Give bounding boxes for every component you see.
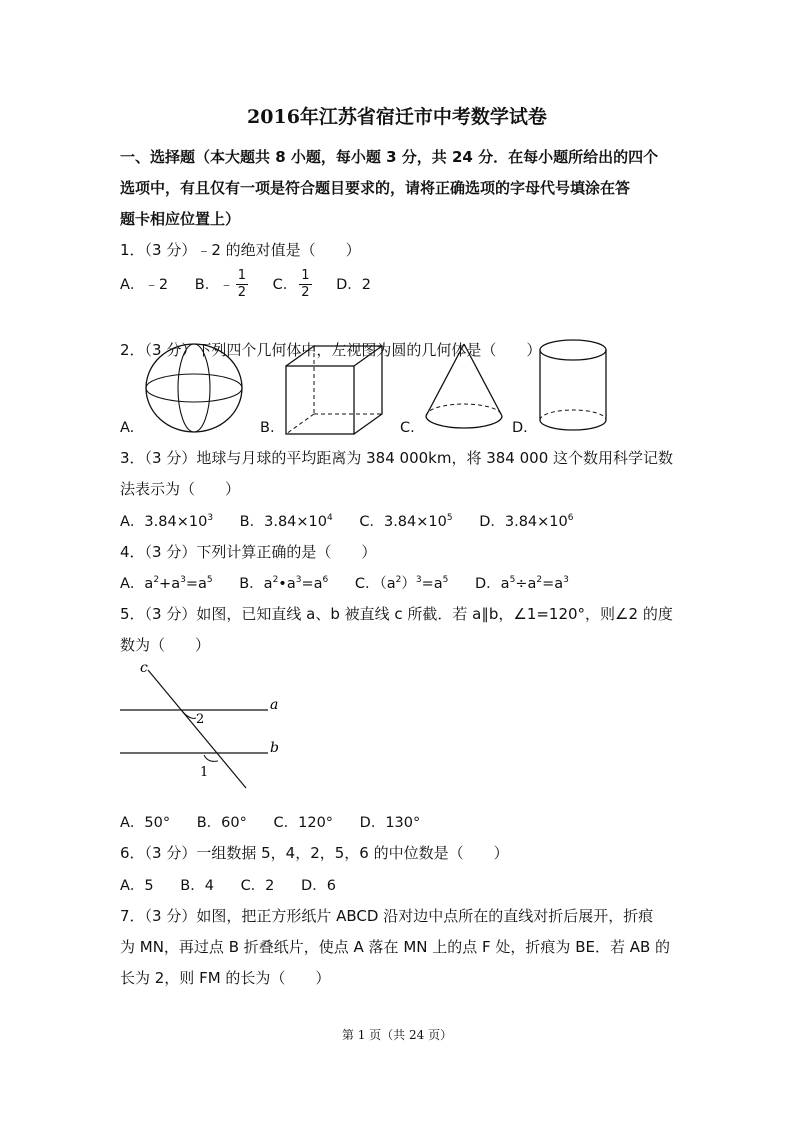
q4-d-part: =a: [542, 576, 564, 592]
q4-c-exp: 2: [395, 575, 402, 585]
q4-d-exp: 2: [536, 575, 543, 585]
q4-b-exp: 6: [322, 575, 329, 585]
q6-stem: 6．（3 分）一组数据 5，4，2，5，6 的中位数是（ ）: [120, 844, 509, 862]
cone-icon: [424, 342, 504, 434]
q3-option-b-exp: 4: [327, 513, 333, 523]
q2-stem: 2．（3 分）下列四个几何体中，左视图为圆的几何体是（ ）: [120, 341, 542, 359]
q4-stem: 4．（3 分）下列计算正确的是（ ）: [120, 543, 377, 561]
fig-label-c: c: [140, 660, 148, 676]
q4-option-c: [355, 576, 449, 592]
q4-a-part: =a: [185, 576, 207, 592]
q5-stem-line-2: 数为（ ）: [120, 636, 211, 654]
q6-options: [120, 874, 336, 895]
q6-option-a: A．5: [120, 878, 154, 894]
q2-option-c-label: C.: [400, 420, 415, 436]
cube-icon: [284, 344, 384, 436]
q1-option-a: A．﹣2: [120, 276, 169, 293]
q1-stem: 1．（3 分）﹣2 的绝对值是（ ）: [120, 241, 361, 259]
q3-option-c: [359, 514, 452, 530]
q4-b-part: B．a: [239, 576, 273, 592]
q4-a-part: A．a: [120, 576, 154, 592]
section-heading-line-2: 选项中，有且仅有一项是符合题目要求的，请将正确选项的字母代号填涂在答: [120, 179, 631, 197]
q6-option-d: D．6: [301, 878, 336, 894]
q4-a-exp: 5: [206, 575, 213, 585]
angle-1-arc: [204, 755, 218, 761]
q4-b-exp: 3: [295, 575, 302, 585]
fig-angle-1-label: 1: [200, 765, 209, 780]
page-footer: 第 1 页（共 24 页）: [341, 1028, 453, 1042]
page-title: 2016年江苏省宿迁市中考数学试卷: [247, 106, 547, 128]
fig-angle-2-label: 2: [196, 712, 205, 727]
q7-stem-line-3: 长为 2，则 FM 的长为（ ）: [120, 969, 331, 987]
fig-label-a: a: [270, 697, 279, 713]
q5-option-c: C．120°: [273, 815, 334, 831]
q2-option-b-label: B.: [260, 420, 275, 436]
fraction-numerator: 1: [301, 268, 310, 283]
q4-c-part: C．（a: [354, 576, 396, 592]
sphere-icon: [144, 342, 244, 434]
q1-option-c-prefix: C．: [272, 276, 298, 293]
q3-stem-line-1: 3．（3 分）地球与月球的平均距离为 384 000km，将 384 000 这个数用科学记数: [120, 449, 674, 467]
q5-option-a: A．50°: [120, 815, 171, 831]
q4-a-exp: 3: [180, 575, 186, 585]
section-heading-line-3: 题卡相应位置上）: [120, 210, 241, 228]
q1-option-c-fraction: [299, 268, 311, 301]
q4-a-exp: 2: [153, 575, 160, 585]
q4-b-exp: 2: [272, 575, 279, 585]
q1-option-d: D．2: [336, 276, 372, 293]
section-heading-line-1: 一、选择题（本大题共 8 小题，每小题 3 分，共 24 分．在每小题所给出的四个: [120, 148, 659, 166]
q4-option-d: [475, 576, 569, 592]
q4-d-exp: 5: [509, 575, 516, 585]
q3-option-b: [240, 514, 333, 530]
q3-option-a-base: A．3.84×10: [120, 514, 208, 530]
q1-option-b-prefix: B．﹣: [194, 276, 234, 293]
q3-option-d: [479, 514, 573, 530]
q4-b-part: =a: [301, 576, 323, 592]
q5-option-b: B．60°: [196, 815, 247, 831]
q5-options: [120, 811, 420, 832]
q3-stem-line-2: 法表示为（ ）: [120, 480, 241, 498]
q2-option-a-label: A.: [120, 420, 135, 436]
q1-option-b: [194, 268, 250, 300]
q2-option-d-label: D.: [512, 420, 528, 436]
q3-options: [120, 510, 574, 531]
q6-option-b: B．4: [180, 878, 214, 894]
q3-option-d-exp: 6: [567, 513, 574, 523]
q3-option-c-base: C．3.84×10: [359, 514, 447, 530]
q4-c-exp: 5: [442, 575, 449, 585]
q3-option-a: [120, 514, 213, 530]
q5-option-d: D．130°: [359, 815, 421, 831]
q1-option-c: [272, 268, 314, 300]
angle-2-arc: [182, 711, 196, 718]
q4-b-part: •a: [278, 576, 296, 592]
fraction-numerator: 1: [237, 268, 246, 283]
q3-option-a-exp: 3: [207, 513, 214, 523]
q3-option-b-base: B．3.84×10: [239, 514, 327, 530]
q4-c-part: =a: [421, 576, 443, 592]
fraction-denominator: 2: [301, 285, 310, 300]
q4-d-part: ÷a: [515, 576, 537, 592]
q4-c-exp: 3: [415, 575, 422, 585]
q4-d-part: D．a: [475, 576, 510, 592]
q7-stem-line-1: 7．（3 分）如图，把正方形纸片 ABCD 沿对边中点所在的直线对折后展开，折痕: [120, 907, 654, 925]
q3-option-d-base: D．3.84×10: [479, 514, 568, 530]
parallel-lines-figure: [118, 660, 288, 790]
q4-a-part: +a: [159, 576, 181, 592]
fraction-denominator: 2: [237, 285, 246, 300]
q1-option-b-fraction: [236, 268, 248, 301]
q4-d-exp: 3: [563, 575, 569, 585]
line-c: [148, 670, 246, 788]
q3-option-c-exp: 5: [446, 513, 453, 523]
q5-stem-line-1: 5．（3 分）如图，已知直线 a、b 被直线 c 所截．若 a∥b，∠1=120°，则∠2 的度: [120, 605, 673, 623]
fig-label-b: b: [270, 740, 279, 756]
cylinder-icon: [538, 338, 608, 434]
q4-option-a: [120, 576, 213, 592]
q4-c-part: ）: [401, 576, 416, 592]
q7-stem-line-2: 为 MN，再过点 B 折叠纸片，使点 A 落在 MN 上的点 F 处，折痕为 BE．若 AB 的: [120, 938, 671, 956]
q4-options: [120, 572, 569, 593]
q6-option-c: C．2: [240, 878, 275, 894]
q4-option-b: [239, 576, 328, 592]
q1-options: [120, 268, 371, 301]
